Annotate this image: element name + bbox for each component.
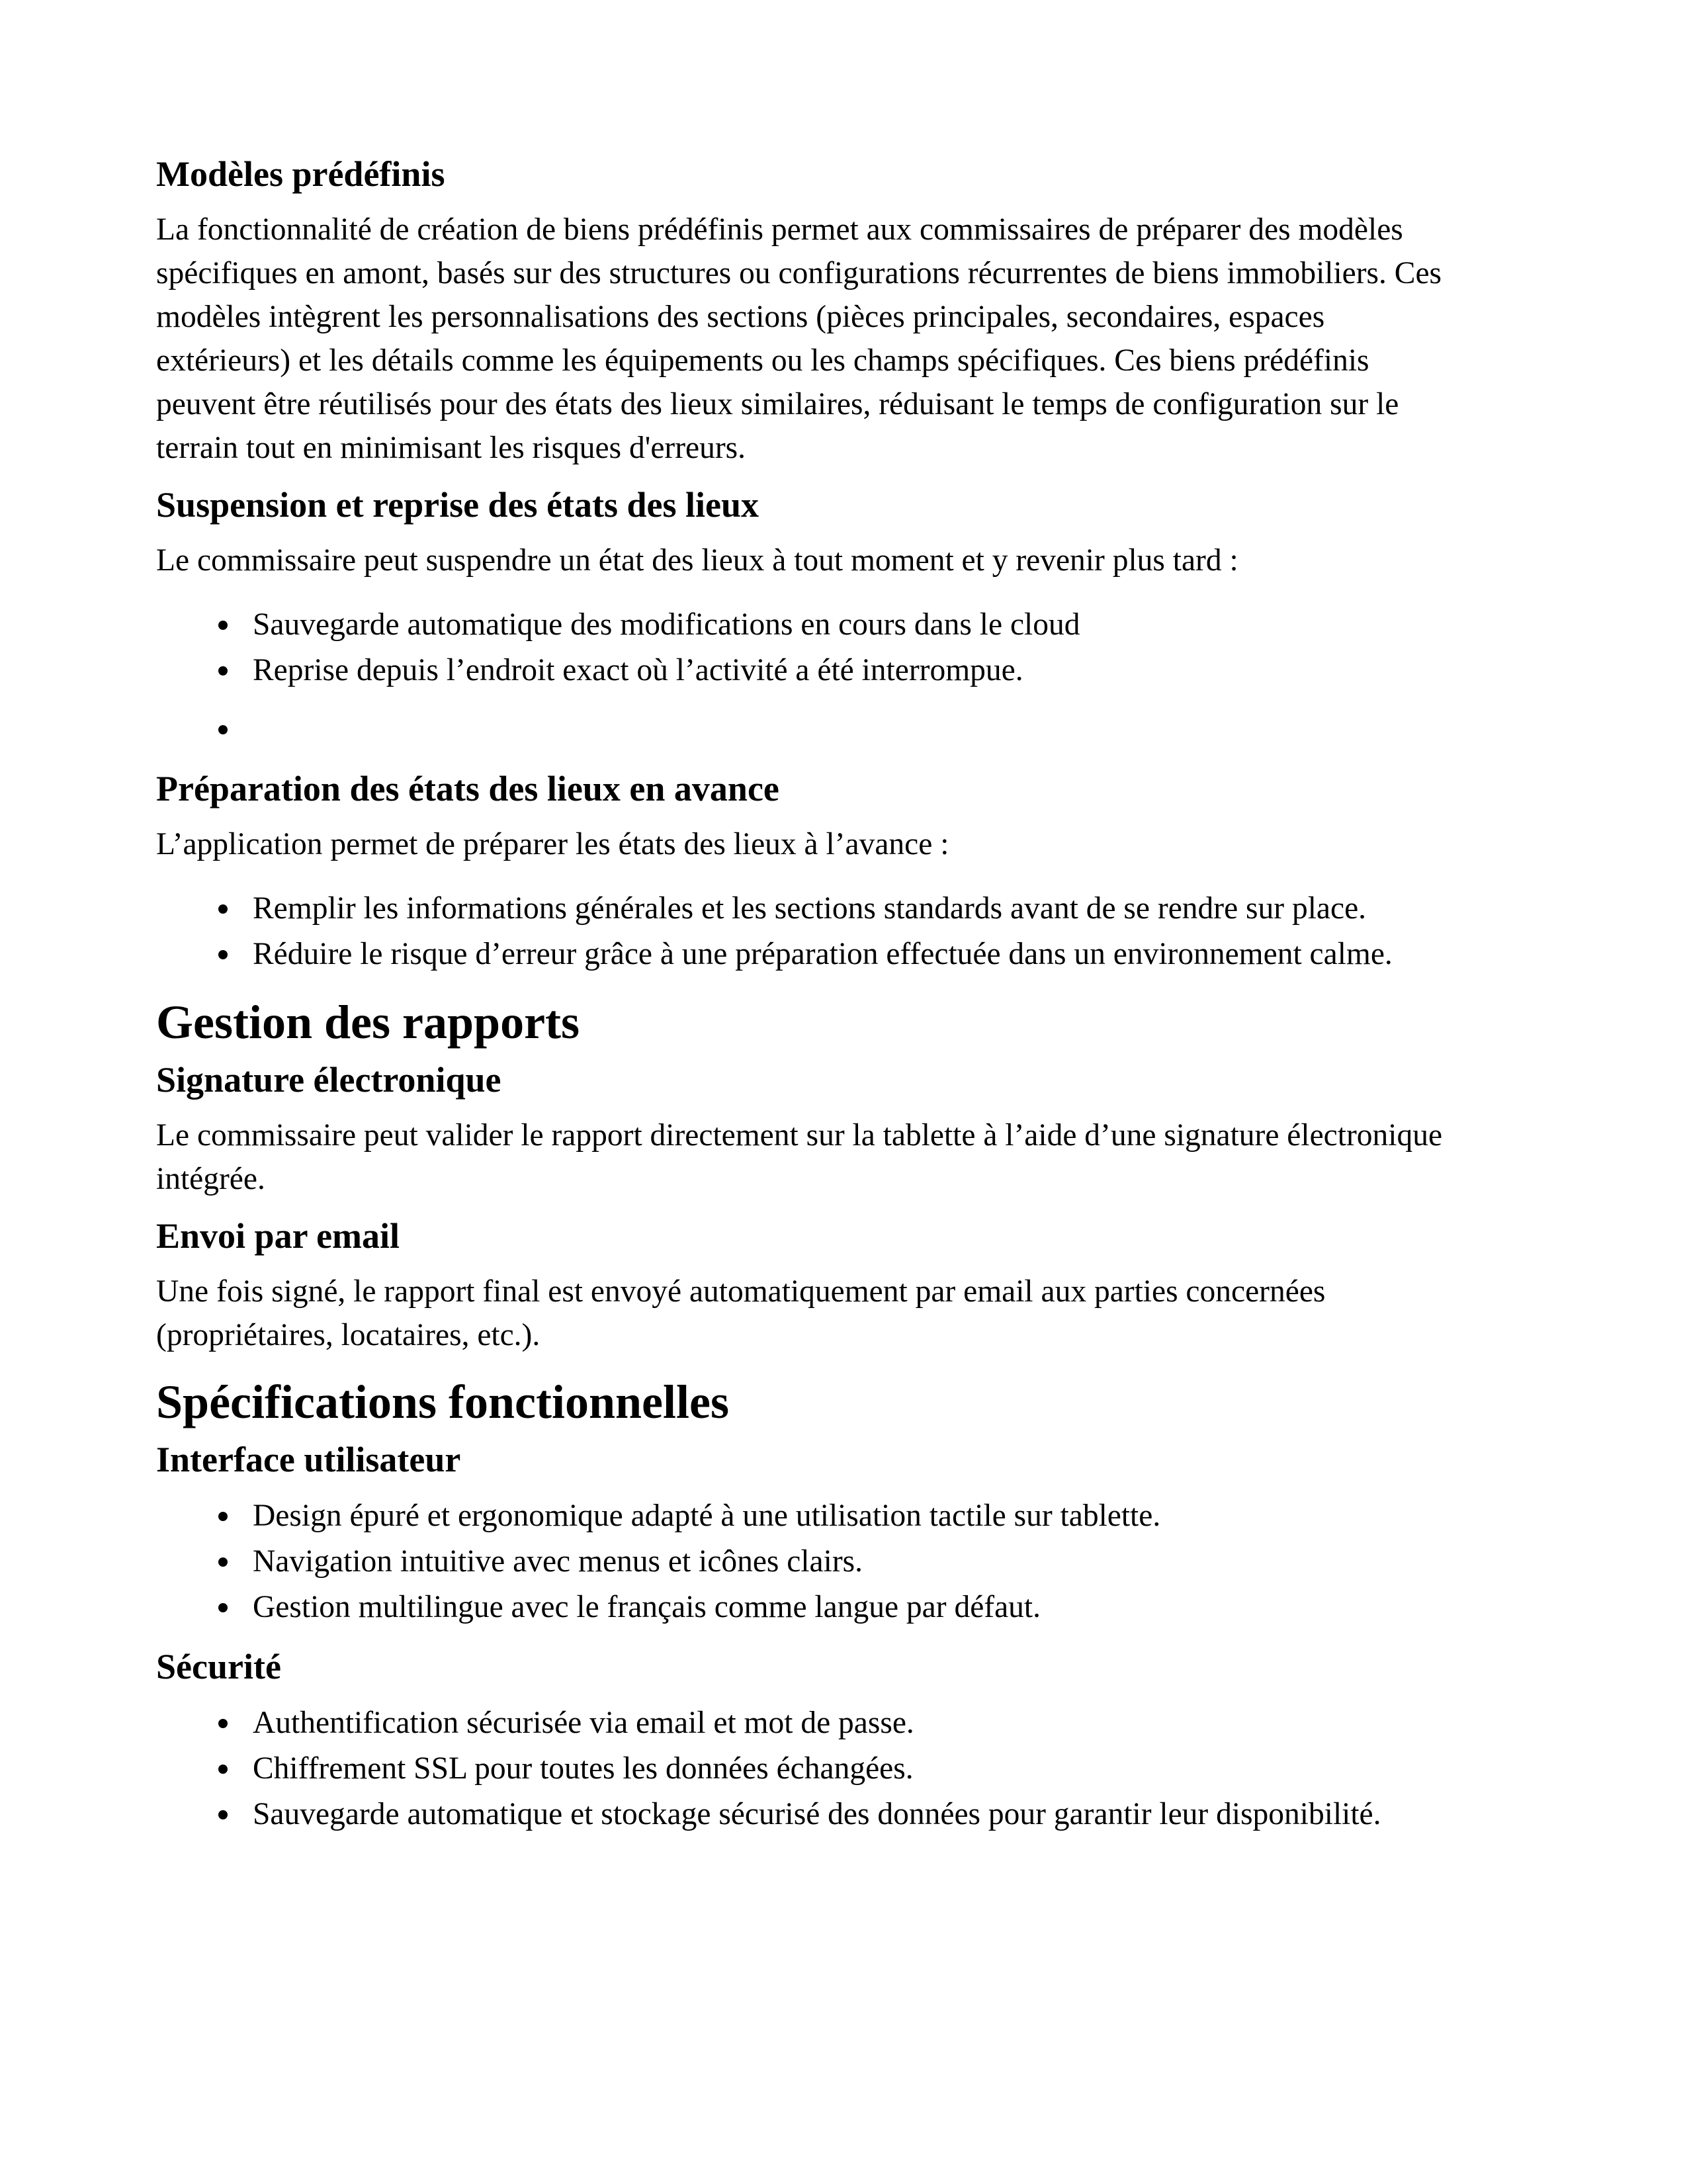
heading-email-sending: Envoi par email [156, 1216, 400, 1256]
list-item-text: Sauvegarde automatique des modifications en cours dans le cloud [253, 607, 1080, 642]
text-line: La fonctionnalité de création de biens prédéfinis permet aux commissaires de préparer des modèles [156, 212, 1403, 247]
paragraph-predefined-models [156, 208, 1539, 470]
bullet-icon [218, 1557, 228, 1567]
paragraph-email-sending [156, 1270, 1539, 1357]
bullet-icon [218, 666, 228, 676]
text-line: terrain tout en minimisant les risques d'erreurs. [156, 431, 746, 465]
suspension-list [156, 602, 1539, 752]
bullet-icon [218, 950, 228, 959]
bullet-icon [218, 1603, 228, 1612]
heading-report-management: Gestion des rapports [156, 996, 580, 1049]
list-item-text: Design épuré et ergonomique adapté à une utilisation tactile sur tablette. [253, 1499, 1161, 1533]
list-item [156, 648, 1539, 693]
list-item [156, 886, 1539, 932]
list-item-text: Sauvegarde automatique et stockage sécurisé des données pour garantir leur disponibilité. [253, 1797, 1381, 1831]
list-item-text: Gestion multilingue avec le français comme langue par défaut. [253, 1590, 1041, 1624]
bullet-icon [218, 1810, 228, 1819]
list-item [156, 1585, 1539, 1630]
text-line: peuvent être réutilisés pour des états des lieux similaires, réduisant le temps de configuration sur le [156, 387, 1399, 421]
list-item [156, 602, 1539, 648]
list-item-text: Navigation intuitive avec menus et icônes clairs. [253, 1544, 863, 1579]
paragraph-electronic-signature [156, 1114, 1539, 1201]
bullet-icon [218, 1765, 228, 1774]
heading-suspension: Suspension et reprise des états des lieux [156, 485, 759, 525]
list-item [156, 932, 1539, 977]
text-line: intégrée. [156, 1162, 265, 1196]
bullet-icon [218, 1719, 228, 1728]
heading-functional-specs: Spécifications fonctionnelles [156, 1376, 729, 1428]
text-line: spécifiques en amont, basés sur des structures ou configurations récurrentes de biens immobiliers. Ces [156, 256, 1442, 290]
text-line: Une fois signé, le rapport final est envoyé automatiquement par email aux parties concernées [156, 1274, 1326, 1309]
list-item [156, 1792, 1539, 1837]
list-item [156, 1539, 1539, 1585]
list-item-empty [156, 707, 1539, 752]
bullet-icon [218, 904, 228, 914]
bullet-icon [218, 1512, 228, 1521]
heading-predefined-models: Modèles prédéfinis [156, 154, 445, 194]
list-item-text: Réduire le risque d’erreur grâce à une préparation effectuée dans un environnement calme. [253, 937, 1393, 971]
bullet-icon [218, 725, 228, 734]
list-item-text: Chiffrement SSL pour toutes les données échangées. [253, 1751, 914, 1786]
heading-user-interface: Interface utilisateur [156, 1440, 461, 1479]
paragraph-suspension-intro: Le commissaire peut suspendre un état des lieux à tout moment et y revenir plus tard : [156, 543, 1238, 578]
list-item [156, 1746, 1539, 1792]
text-line: extérieurs) et les détails comme les équipements ou les champs spécifiques. Ces biens prédéfinis [156, 343, 1369, 378]
document-content [156, 152, 1539, 1837]
list-item [156, 1700, 1539, 1746]
list-item [156, 1493, 1539, 1539]
heading-electronic-signature: Signature électronique [156, 1060, 501, 1100]
list-item-text: Reprise depuis l’endroit exact où l’activité a été interrompue. [253, 653, 1023, 687]
paragraph-preparation-intro: L’application permet de préparer les états des lieux à l’avance : [156, 827, 949, 861]
preparation-list [156, 886, 1539, 977]
heading-preparation: Préparation des états des lieux en avance [156, 769, 779, 808]
text-line: Le commissaire peut valider le rapport directement sur la tablette à l’aide d’une signature électronique [156, 1118, 1443, 1153]
list-item-text: Authentification sécurisée via email et mot de passe. [253, 1706, 914, 1740]
heading-security: Sécurité [156, 1647, 281, 1686]
bullet-icon [218, 621, 228, 630]
list-item-text: Remplir les informations générales et les sections standards avant de se rendre sur place. [253, 891, 1367, 926]
security-list [156, 1700, 1539, 1837]
text-line: modèles intègrent les personnalisations des sections (pièces principales, secondaires, espaces [156, 300, 1325, 334]
text-line: (propriétaires, locataires, etc.). [156, 1318, 541, 1352]
user-interface-list [156, 1493, 1539, 1630]
